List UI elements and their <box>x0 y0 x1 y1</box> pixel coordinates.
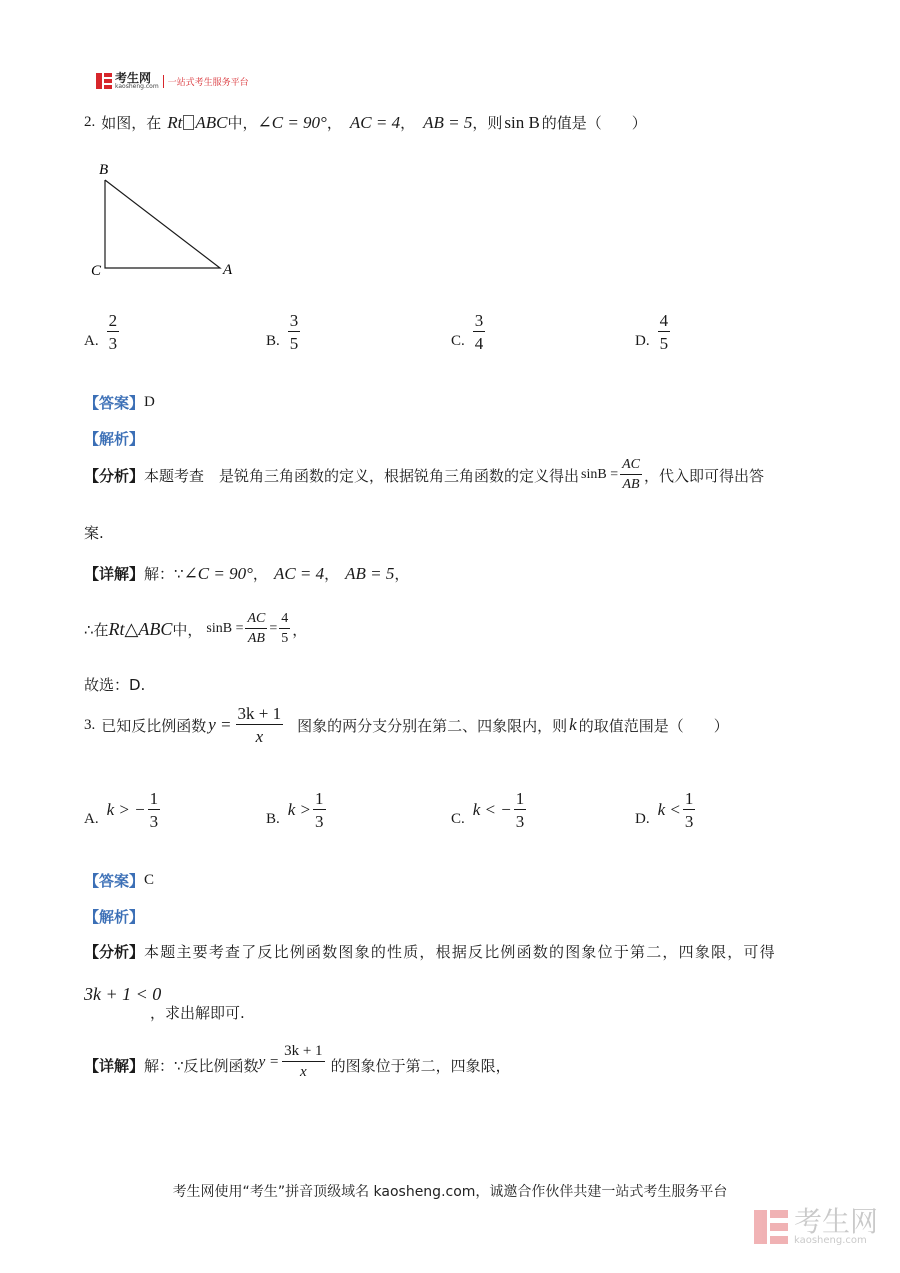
q3-y-eq: y = <box>208 715 232 734</box>
fenxi-fraction: $\frac{AC}{AB}$ <box>622 457 640 492</box>
option-fraction: $\frac{1}{3}$ <box>684 789 694 831</box>
option-fraction: $\frac{1}{3}$ <box>315 789 324 831</box>
q3-option-b[interactable] <box>266 790 326 830</box>
fenxi-tag: 【分析】 <box>84 943 145 961</box>
q2-missing-glyph <box>183 115 194 130</box>
q3-k: k <box>569 715 577 734</box>
option-label: D. <box>635 333 650 349</box>
option-fraction: $\frac{4}{5}$ <box>659 311 669 353</box>
option-fraction: $\frac{3}{4}$ <box>474 311 484 353</box>
watermark-text: 考生网 <box>793 1205 878 1238</box>
xj-angle: ∠C = 90° <box>183 563 253 583</box>
q2-xiangjie <box>84 563 409 584</box>
q2-rt: Rt <box>167 112 183 132</box>
q2-comma1: ， <box>326 114 342 132</box>
footer-text: 考生网使用“考生”拼音顶级域名 kaosheng.com，诚邀合作伙伴共建一站式考生服务平台 <box>172 1184 728 1200</box>
q2-triangle: ABC <box>195 112 228 132</box>
option-label: C. <box>451 333 465 349</box>
analysis-tag: 【解析】 <box>84 908 145 926</box>
option-expr: k > − <box>106 800 146 819</box>
option-label: B. <box>266 811 280 827</box>
q3-analysis-tag <box>84 906 144 927</box>
step2-sinb: sinB = <box>206 621 244 636</box>
option-expr: k > <box>287 800 312 819</box>
q2-sinb: sin B <box>504 112 540 132</box>
xj-comma3: ， <box>394 565 410 583</box>
option-fraction: $\frac{2}{3}$ <box>108 311 118 353</box>
fenxi-text1: 本题主要考查了反比例函数图象的性质，根据反比例函数的图象位于第二，四象限，可得 <box>144 943 776 961</box>
option-expr: k < <box>657 800 681 819</box>
option-label: A. <box>84 811 99 827</box>
xiangjie-text1: 解：∵ <box>144 565 184 583</box>
step2-frac1: $\frac{AC}{AB}$ <box>247 611 266 646</box>
option-expr: k < − <box>472 800 512 819</box>
fenxi-sinb: sinB = <box>581 467 619 482</box>
fenxi-text1: 本题考查 是锐角三角函数的定义，根据锐角三角函数的定义得出 <box>144 466 580 485</box>
xj-ac: AC = 4 <box>273 563 325 583</box>
q3-xiangjie <box>84 1044 511 1080</box>
q2-stem <box>84 112 647 133</box>
answer-tag: 【答案】 <box>84 394 145 412</box>
label-b: B <box>99 162 109 178</box>
xiangjie-text1: 解：∵反比例函数 <box>144 1057 259 1075</box>
fenxi-tag: 【分析】 <box>84 466 145 485</box>
xiangjie-tag: 【详解】 <box>84 1057 145 1075</box>
q2-option-a[interactable] <box>84 312 119 352</box>
q2-triangle-figure <box>80 155 250 285</box>
q3-number: 3. <box>84 716 96 733</box>
option-label: A. <box>84 333 99 349</box>
answer-value: D <box>144 394 155 410</box>
q2-fenxi-cont: 案. <box>84 524 104 542</box>
q3-option-a[interactable] <box>84 790 160 830</box>
xj-ab: AB = 5 <box>345 563 395 583</box>
q3-fenxi-cont-text: ，求出解即可. <box>150 1004 245 1022</box>
q2-analysis-tag <box>84 428 144 449</box>
option-fraction: $\frac{1}{3}$ <box>515 789 525 831</box>
q3-stem <box>84 705 729 745</box>
q2-option-d[interactable] <box>635 312 670 352</box>
option-label: B. <box>266 333 280 349</box>
option-label: D. <box>635 811 650 827</box>
q3-answer <box>84 870 154 891</box>
triangle-outline <box>105 180 220 268</box>
fenxi-text2: ，代入即可得出答 <box>644 466 765 485</box>
q2-option-b[interactable] <box>266 312 300 352</box>
q3-stem-suffix: 的取值范围是（ ） <box>578 716 729 735</box>
q2-ab: AB = 5 <box>423 112 473 132</box>
q3-stem-prefix: 已知反比例函数 <box>101 716 207 735</box>
fenxi-inequality: 3k + 1 < 0 <box>84 984 162 1004</box>
step2-rt: Rt△ABC <box>108 618 173 639</box>
q2-stem-mid1: 中， <box>227 114 258 132</box>
q3-fenxi <box>84 941 776 962</box>
header-logo <box>96 72 249 90</box>
option-fraction: $\frac{1}{3}$ <box>149 789 159 831</box>
step2-prefix: ∴在 <box>84 620 109 639</box>
q3-stem-mid: 图象的两分支分别在第二、四象限内，则 <box>297 716 568 735</box>
q3-option-c[interactable] <box>451 790 526 830</box>
step2-eq: = <box>269 621 278 636</box>
xj-comma2: ， <box>324 565 340 583</box>
logo-domain: kaosheng.com <box>115 83 159 90</box>
answer-value: C <box>144 872 155 888</box>
step2-mid: 中， <box>172 620 203 639</box>
q2-stem-mid2: ，则 <box>472 114 503 132</box>
answer-tag: 【答案】 <box>84 872 145 890</box>
xiangjie-tag: 【详解】 <box>84 565 145 583</box>
xiangjie-text2: 的图象位于第二，四象限， <box>330 1057 511 1075</box>
label-c: C <box>91 263 102 279</box>
watermark-logo-icon <box>754 1210 788 1244</box>
q2-angle-c: ∠C = 90° <box>257 112 327 132</box>
q2-choose: 故选：D. <box>84 676 146 694</box>
xj-y-eq: y = <box>258 1053 280 1070</box>
option-fraction: $\frac{3}{5}$ <box>289 311 299 353</box>
q2-step2 <box>84 612 307 646</box>
watermark-domain: kaosheng.com <box>793 1235 867 1246</box>
q3-option-d[interactable] <box>635 790 695 830</box>
logo-icon <box>96 73 112 89</box>
option-label: C. <box>451 811 465 827</box>
step2-frac2: $\frac{4}{5}$ <box>281 611 289 646</box>
q3-fraction: $\frac{3k + 1}{x}$ <box>237 704 282 746</box>
q2-fenxi <box>84 458 764 492</box>
watermark <box>754 1205 878 1246</box>
q2-ac: AC = 4 <box>349 112 401 132</box>
xj-fraction: $\frac{3k + 1}{x}$ <box>284 1043 323 1080</box>
q2-stem-prefix: 如图，在 <box>101 114 162 132</box>
q2-option-c[interactable] <box>451 312 485 352</box>
logo-text: 考生网 <box>115 71 152 85</box>
analysis-tag: 【解析】 <box>84 430 145 448</box>
q2-comma2: ， <box>400 114 416 132</box>
q2-stem-suffix: 的值是（ ） <box>541 114 647 132</box>
logo-slogan: 一站式考生服务平台 <box>163 75 249 88</box>
q2-number: 2. <box>84 114 96 130</box>
step2-end: ， <box>292 620 308 639</box>
xj-comma1: ， <box>252 565 268 583</box>
q2-answer <box>84 392 155 413</box>
label-a: A <box>223 262 233 278</box>
